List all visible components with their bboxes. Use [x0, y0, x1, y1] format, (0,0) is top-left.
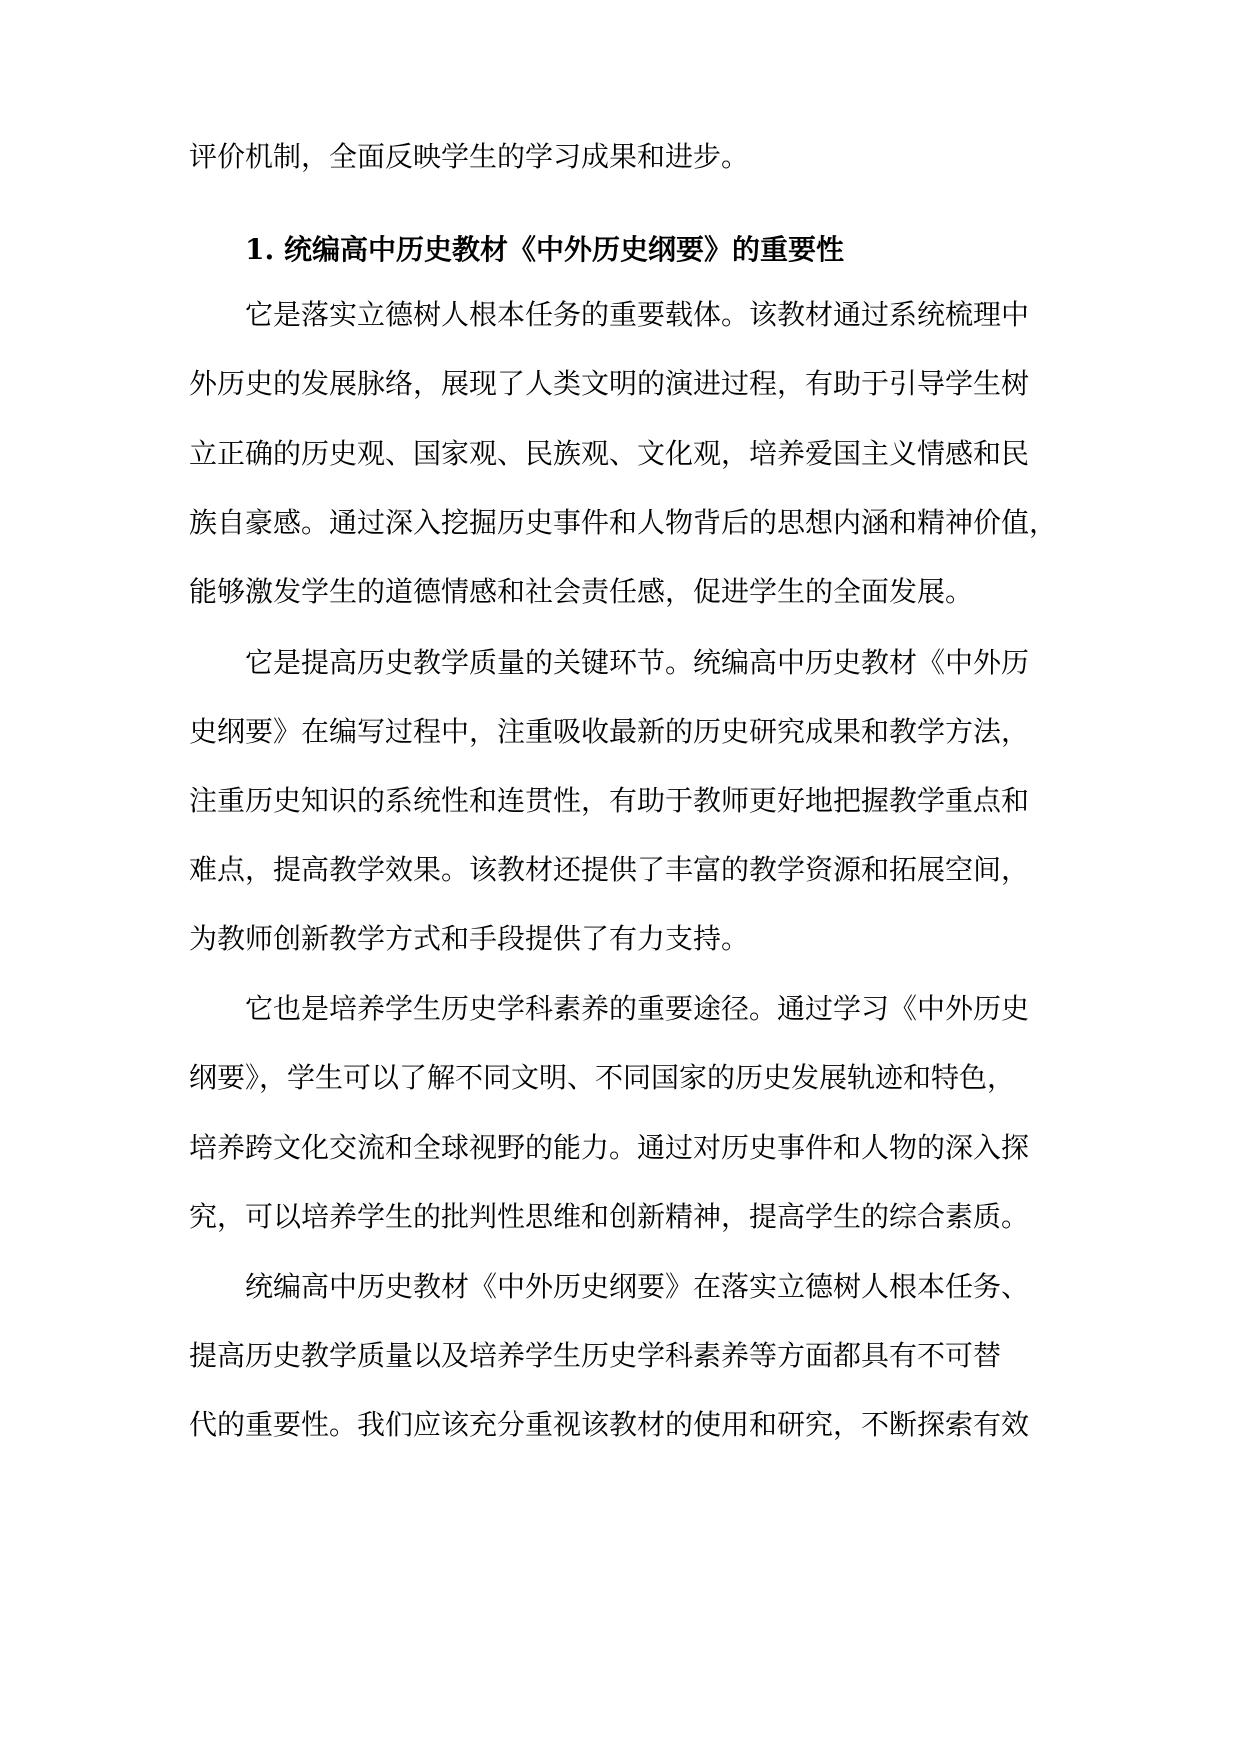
section-heading: 1. 统编高中历史教材《中外历史纲要》的重要性 — [245, 233, 844, 266]
intro-line: 评价机制，全面反映学生的学习成果和进步。 — [189, 140, 750, 173]
para1-line-4: 族自豪感。通过深入挖掘历史事件和人物背后的思想内涵和精神价值， — [189, 506, 1058, 539]
para3-line-2: 纲要》，学生可以了解不同文明、不同国家的历史发展轨迹和特色， — [189, 1061, 1016, 1094]
para3-line-4: 究，可以培养学生的批判性思维和创新精神，提高学生的综合素质。 — [189, 1200, 1030, 1233]
para2-line-3: 注重历史知识的系统性和连贯性，有助于教师更好地把握教学重点和 — [189, 784, 1030, 817]
para4-line-2: 提高历史教学质量以及培养学生历史学科素养等方面都具有不可替 — [189, 1339, 1002, 1372]
para1-line-2: 外历史的发展脉络，展现了人类文明的演进过程，有助于引导学生树 — [189, 367, 1030, 400]
para4-line-1: 统编高中历史教材《中外历史纲要》在落实立德树人根本任务、 — [245, 1270, 1030, 1303]
para4-line-3: 代的重要性。我们应该充分重视该教材的使用和研究，不断探索有效 — [189, 1408, 1030, 1441]
para2-line-4: 难点，提高教学效果。该教材还提供了丰富的教学资源和拓展空间， — [189, 853, 1030, 886]
para3-line-3: 培养跨文化交流和全球视野的能力。通过对历史事件和人物的深入探 — [189, 1131, 1030, 1164]
para2-line-1: 它是提高历史教学质量的关键环节。统编高中历史教材《中外历 — [245, 646, 1030, 679]
para2-line-5: 为教师创新教学方式和手段提供了有力支持。 — [189, 922, 750, 955]
para2-line-2: 史纲要》在编写过程中，注重吸收最新的历史研究成果和教学方法， — [189, 715, 1030, 748]
para1-line-1: 它是落实立德树人根本任务的重要载体。该教材通过系统梳理中 — [245, 298, 1030, 331]
para3-line-1: 它也是培养学生历史学科素养的重要途径。通过学习《中外历史 — [245, 992, 1030, 1025]
para1-line-3: 立正确的历史观、国家观、民族观、文化观，培养爱国主义情感和民 — [189, 437, 1030, 470]
para1-line-5: 能够激发学生的道德情感和社会责任感，促进学生的全面发展。 — [189, 575, 974, 608]
